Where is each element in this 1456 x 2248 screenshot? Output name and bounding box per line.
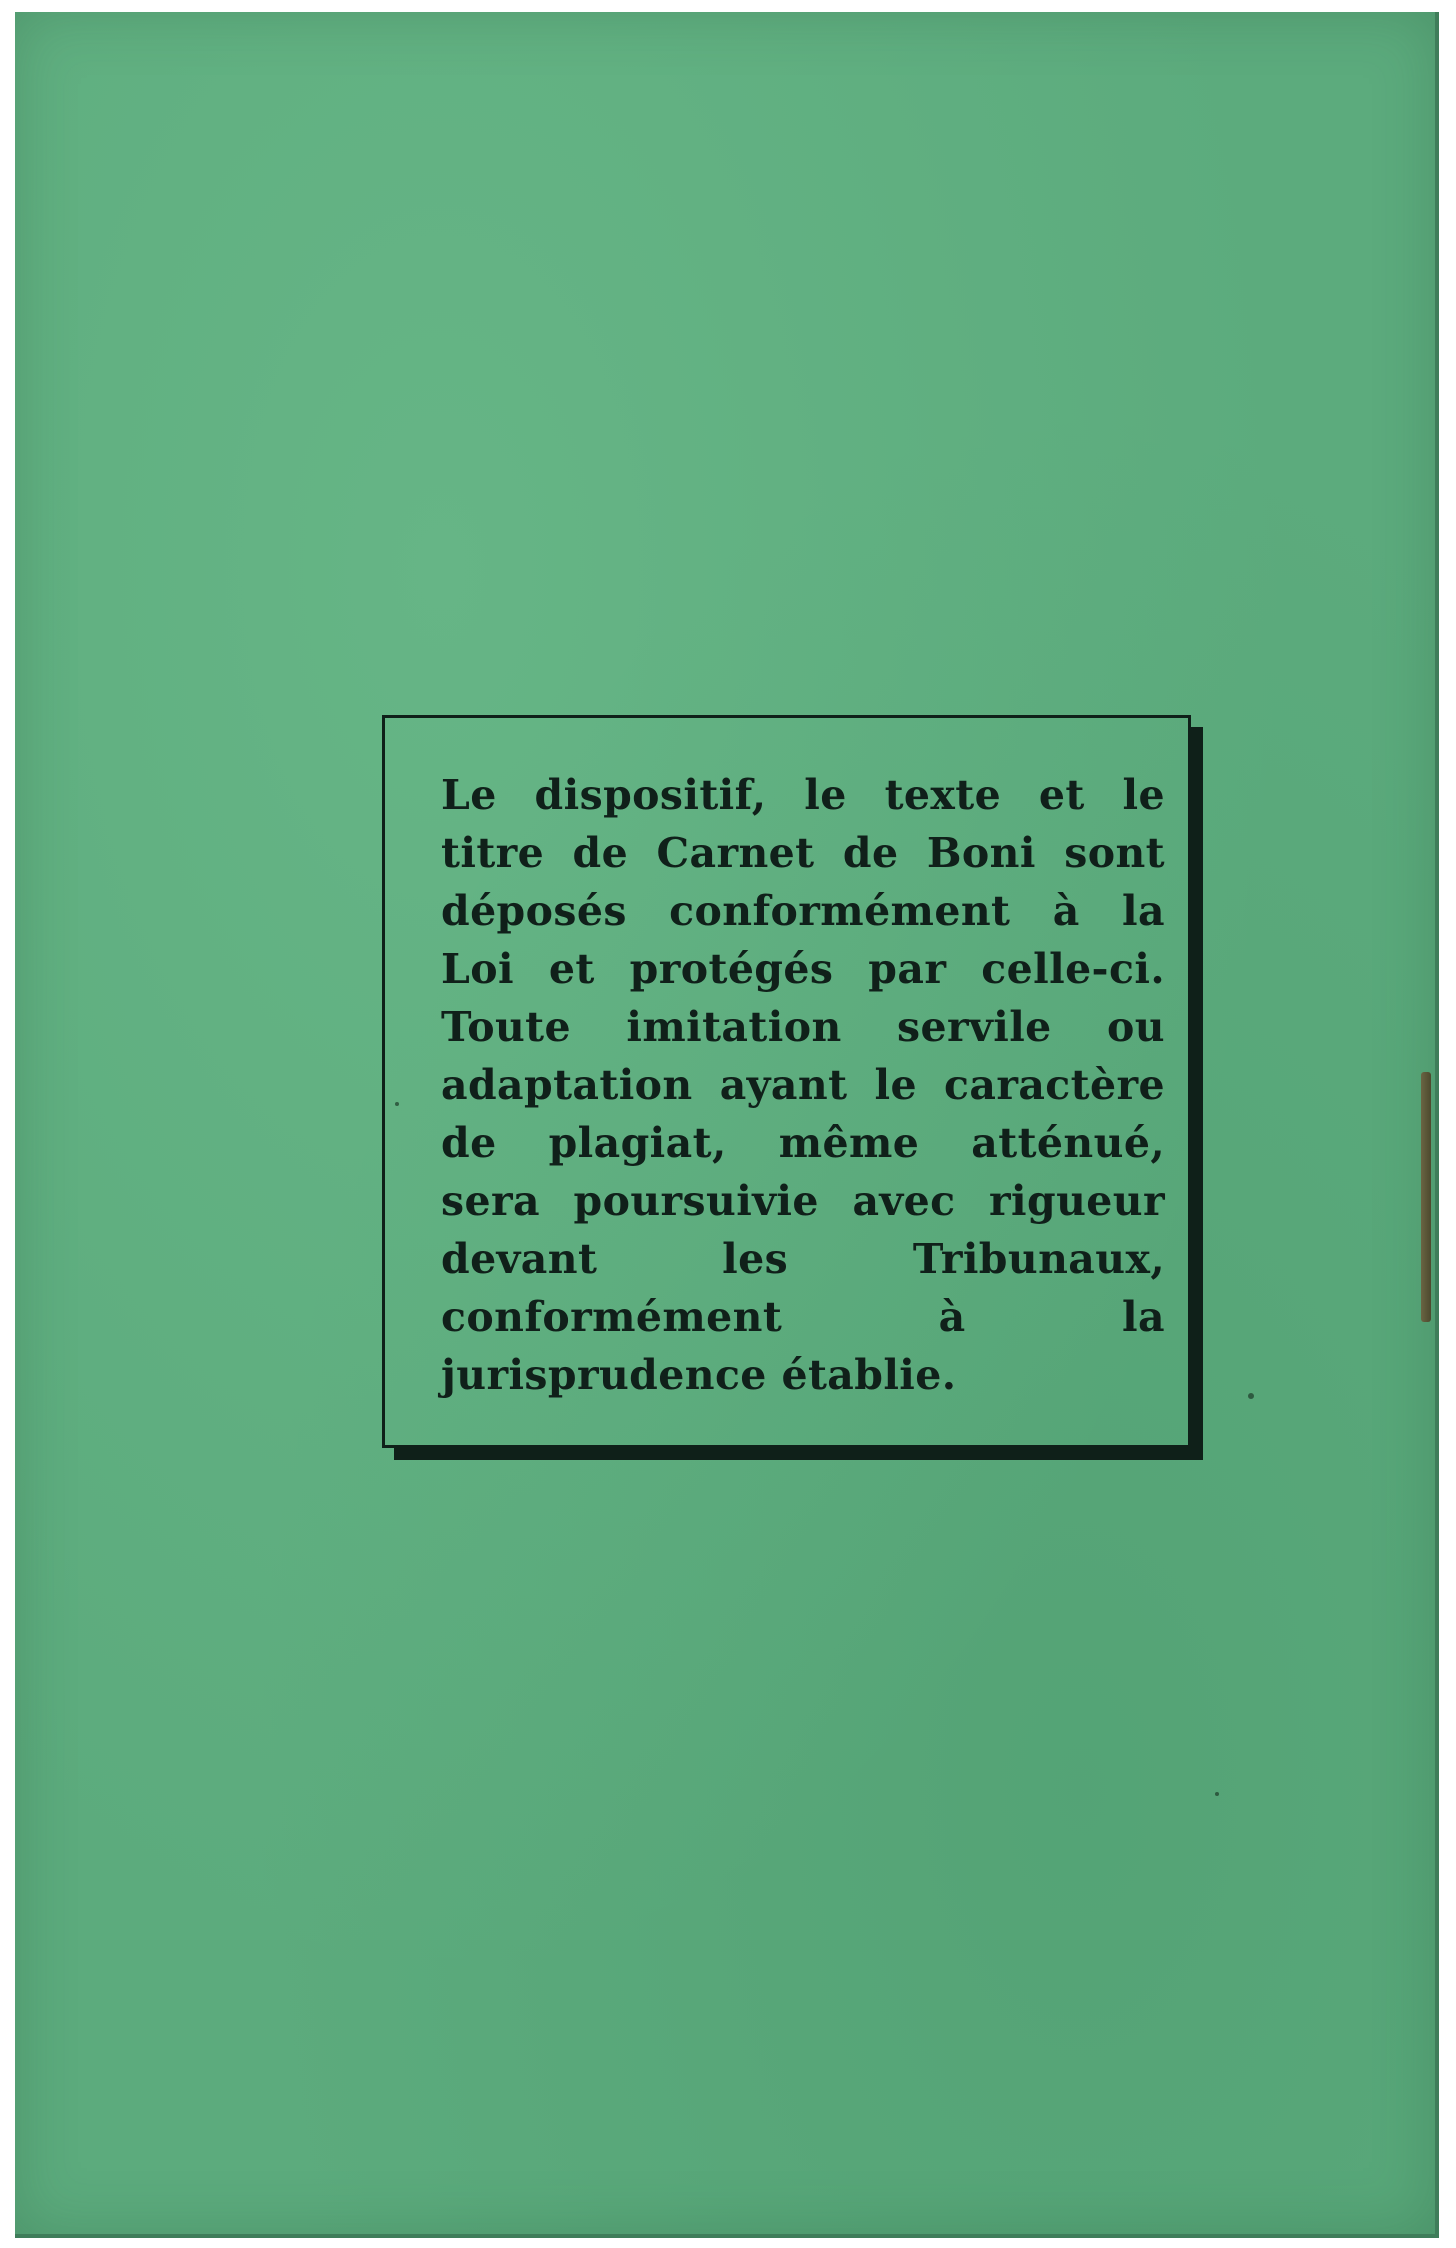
paper-speck xyxy=(1248,1393,1254,1399)
copyright-notice-text: Le dispositif, le texte et le titre de Carnet de Boni sont déposés conformément à la Loi et protégés par celle-ci. Toute imitation servile ou adaptation ayant le caractère de plagiat, même atténué, sera poursuivie avec rigueur devant les Tribunaux, conformément à la jurisprudence établie. xyxy=(441,771,1165,1399)
paper-speck xyxy=(1215,1792,1219,1796)
copyright-notice-box xyxy=(382,715,1191,1448)
staple-mark xyxy=(1421,1072,1431,1322)
booklet-cover xyxy=(15,12,1439,2238)
